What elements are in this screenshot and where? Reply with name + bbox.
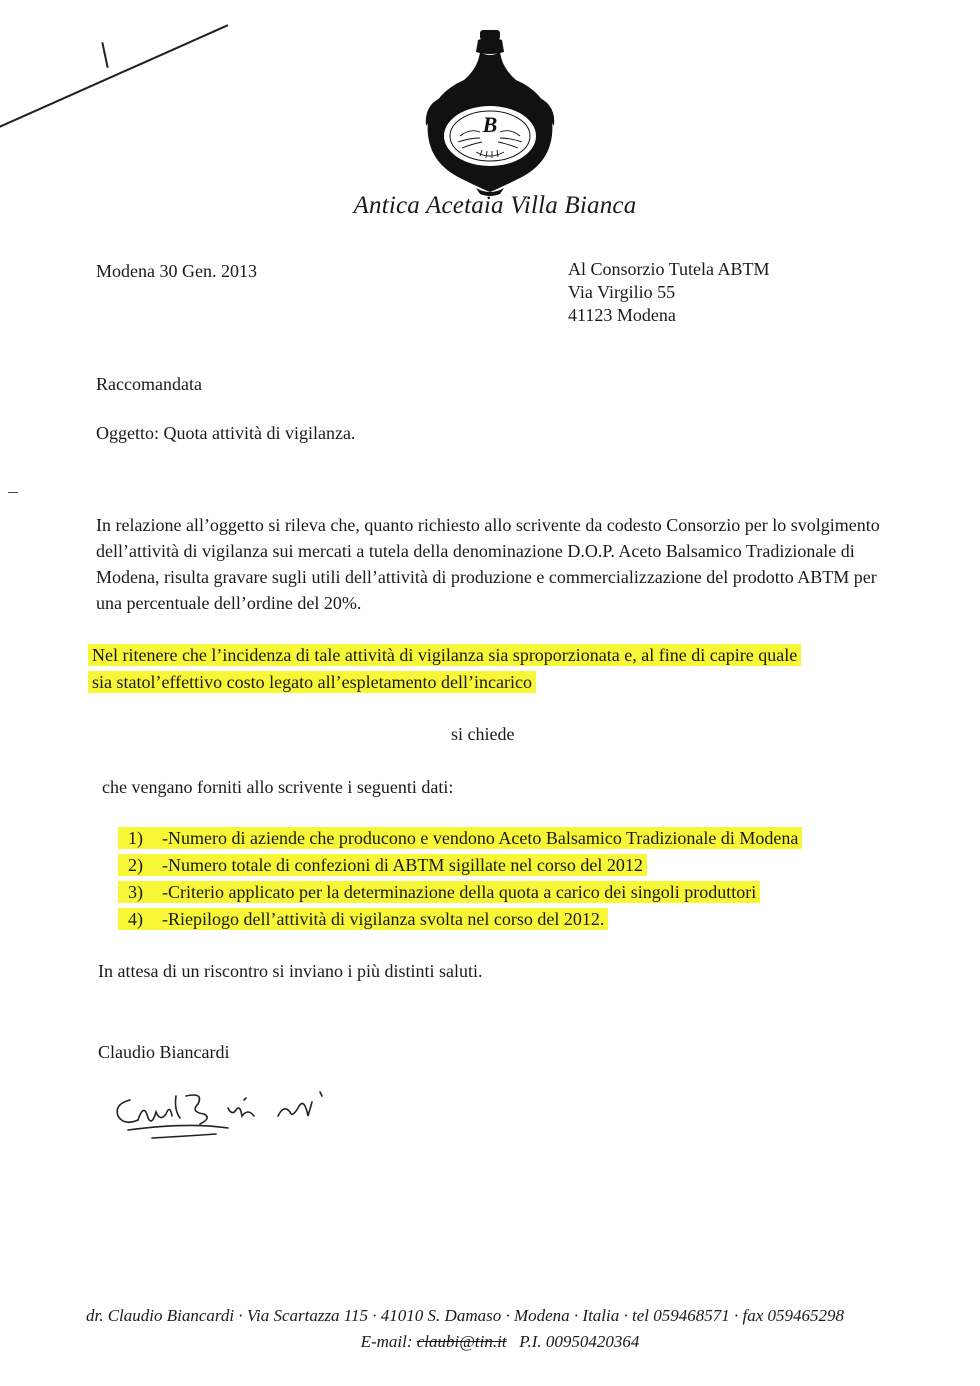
margin-mark [8,492,18,493]
recipient-line: Via Virgilio 55 [568,282,676,302]
item-text: -Riepilogo dell’attività di vigilanza svolta nel corso del 2012. [162,909,605,929]
list-item [118,880,802,907]
letter-date: Modena 30 Gen. 2013 [96,261,257,281]
highlighted-item [118,854,647,876]
logo-letter: B [482,112,498,137]
item-number: 2) [128,855,143,875]
request-heading: si chiede [451,724,515,744]
closing-line: In attesa di un riscontro si inviano i più distinti saluti. [98,961,483,981]
highlighted-text: Nel ritenere che l’incidenza di tale attività di vigilanza sia sproporzionata e, al fine di capire quale [88,644,801,666]
signer-name: Claudio Biancardi [98,1042,230,1062]
highlighted-item [118,827,802,849]
recipient-address [568,258,770,327]
item-text: -Criterio applicato per la determinazione della quota a carico dei singoli produttori [162,882,757,902]
requested-items-list [118,826,802,934]
body-paragraph: In relazione all’oggetto si rileva che, quanto richiesto allo scrivente da codesto Consorzio per lo svolgimento dell’attività di vigilanza sui mercati a tutela della denominazione D.O.P. Aceto Balsamico Tradizionale di Modena, risulta gravare sugli utili dell’attività di produzione e commercializzazione del prodotto ABTM per una percentuale dell’ordine del 20%. [96,515,880,613]
recipient-line: 41123 Modena [568,305,676,325]
item-number: 3) [128,882,143,902]
scan-artifact-tick [101,42,108,68]
highlighted-line [88,670,536,694]
item-number: 1) [128,828,143,848]
list-item [118,853,802,880]
highlighted-line [88,643,801,667]
scan-artifact-line [0,24,228,132]
delivery-method: Raccomandata [96,374,202,394]
list-item [118,907,802,934]
recipient-line: Al Consorzio Tutela ABTM [568,259,770,279]
letter-subject: Oggetto: Quota attività di vigilanza. [96,423,356,443]
item-text: -Numero di aziende che producono e vendono Aceto Balsamico Tradizionale di Modena [162,828,799,848]
brand-name: Antica Acetaia Villa Bianca [353,192,637,219]
list-item [118,826,802,853]
footer-contact [0,1332,980,1352]
highlighted-item [118,881,760,903]
email-value: claubi@tin.it [416,1332,507,1351]
highlighted-text: sia statol’effettivo costo legato all’espletamento dell’incarico [88,671,536,693]
item-text: -Numero totale di confezioni di ABTM sigillate nel corso del 2012 [162,855,643,875]
vat-number: P.I. 00950420364 [519,1332,640,1351]
balsamic-bottle-logo-icon [420,28,560,198]
handwritten-signature [108,1082,388,1152]
item-number: 4) [128,909,143,929]
footer-address: dr. Claudio Biancardi · Via Scartazza 115 · 41010 S. Damaso · Modena · Italia · tel 059468571 · fax 059465298 [85,1306,845,1325]
email-label: E-mail: [360,1332,413,1351]
highlighted-item [118,908,608,930]
request-intro: che vengano forniti allo scrivente i seguenti dati: [102,777,454,797]
